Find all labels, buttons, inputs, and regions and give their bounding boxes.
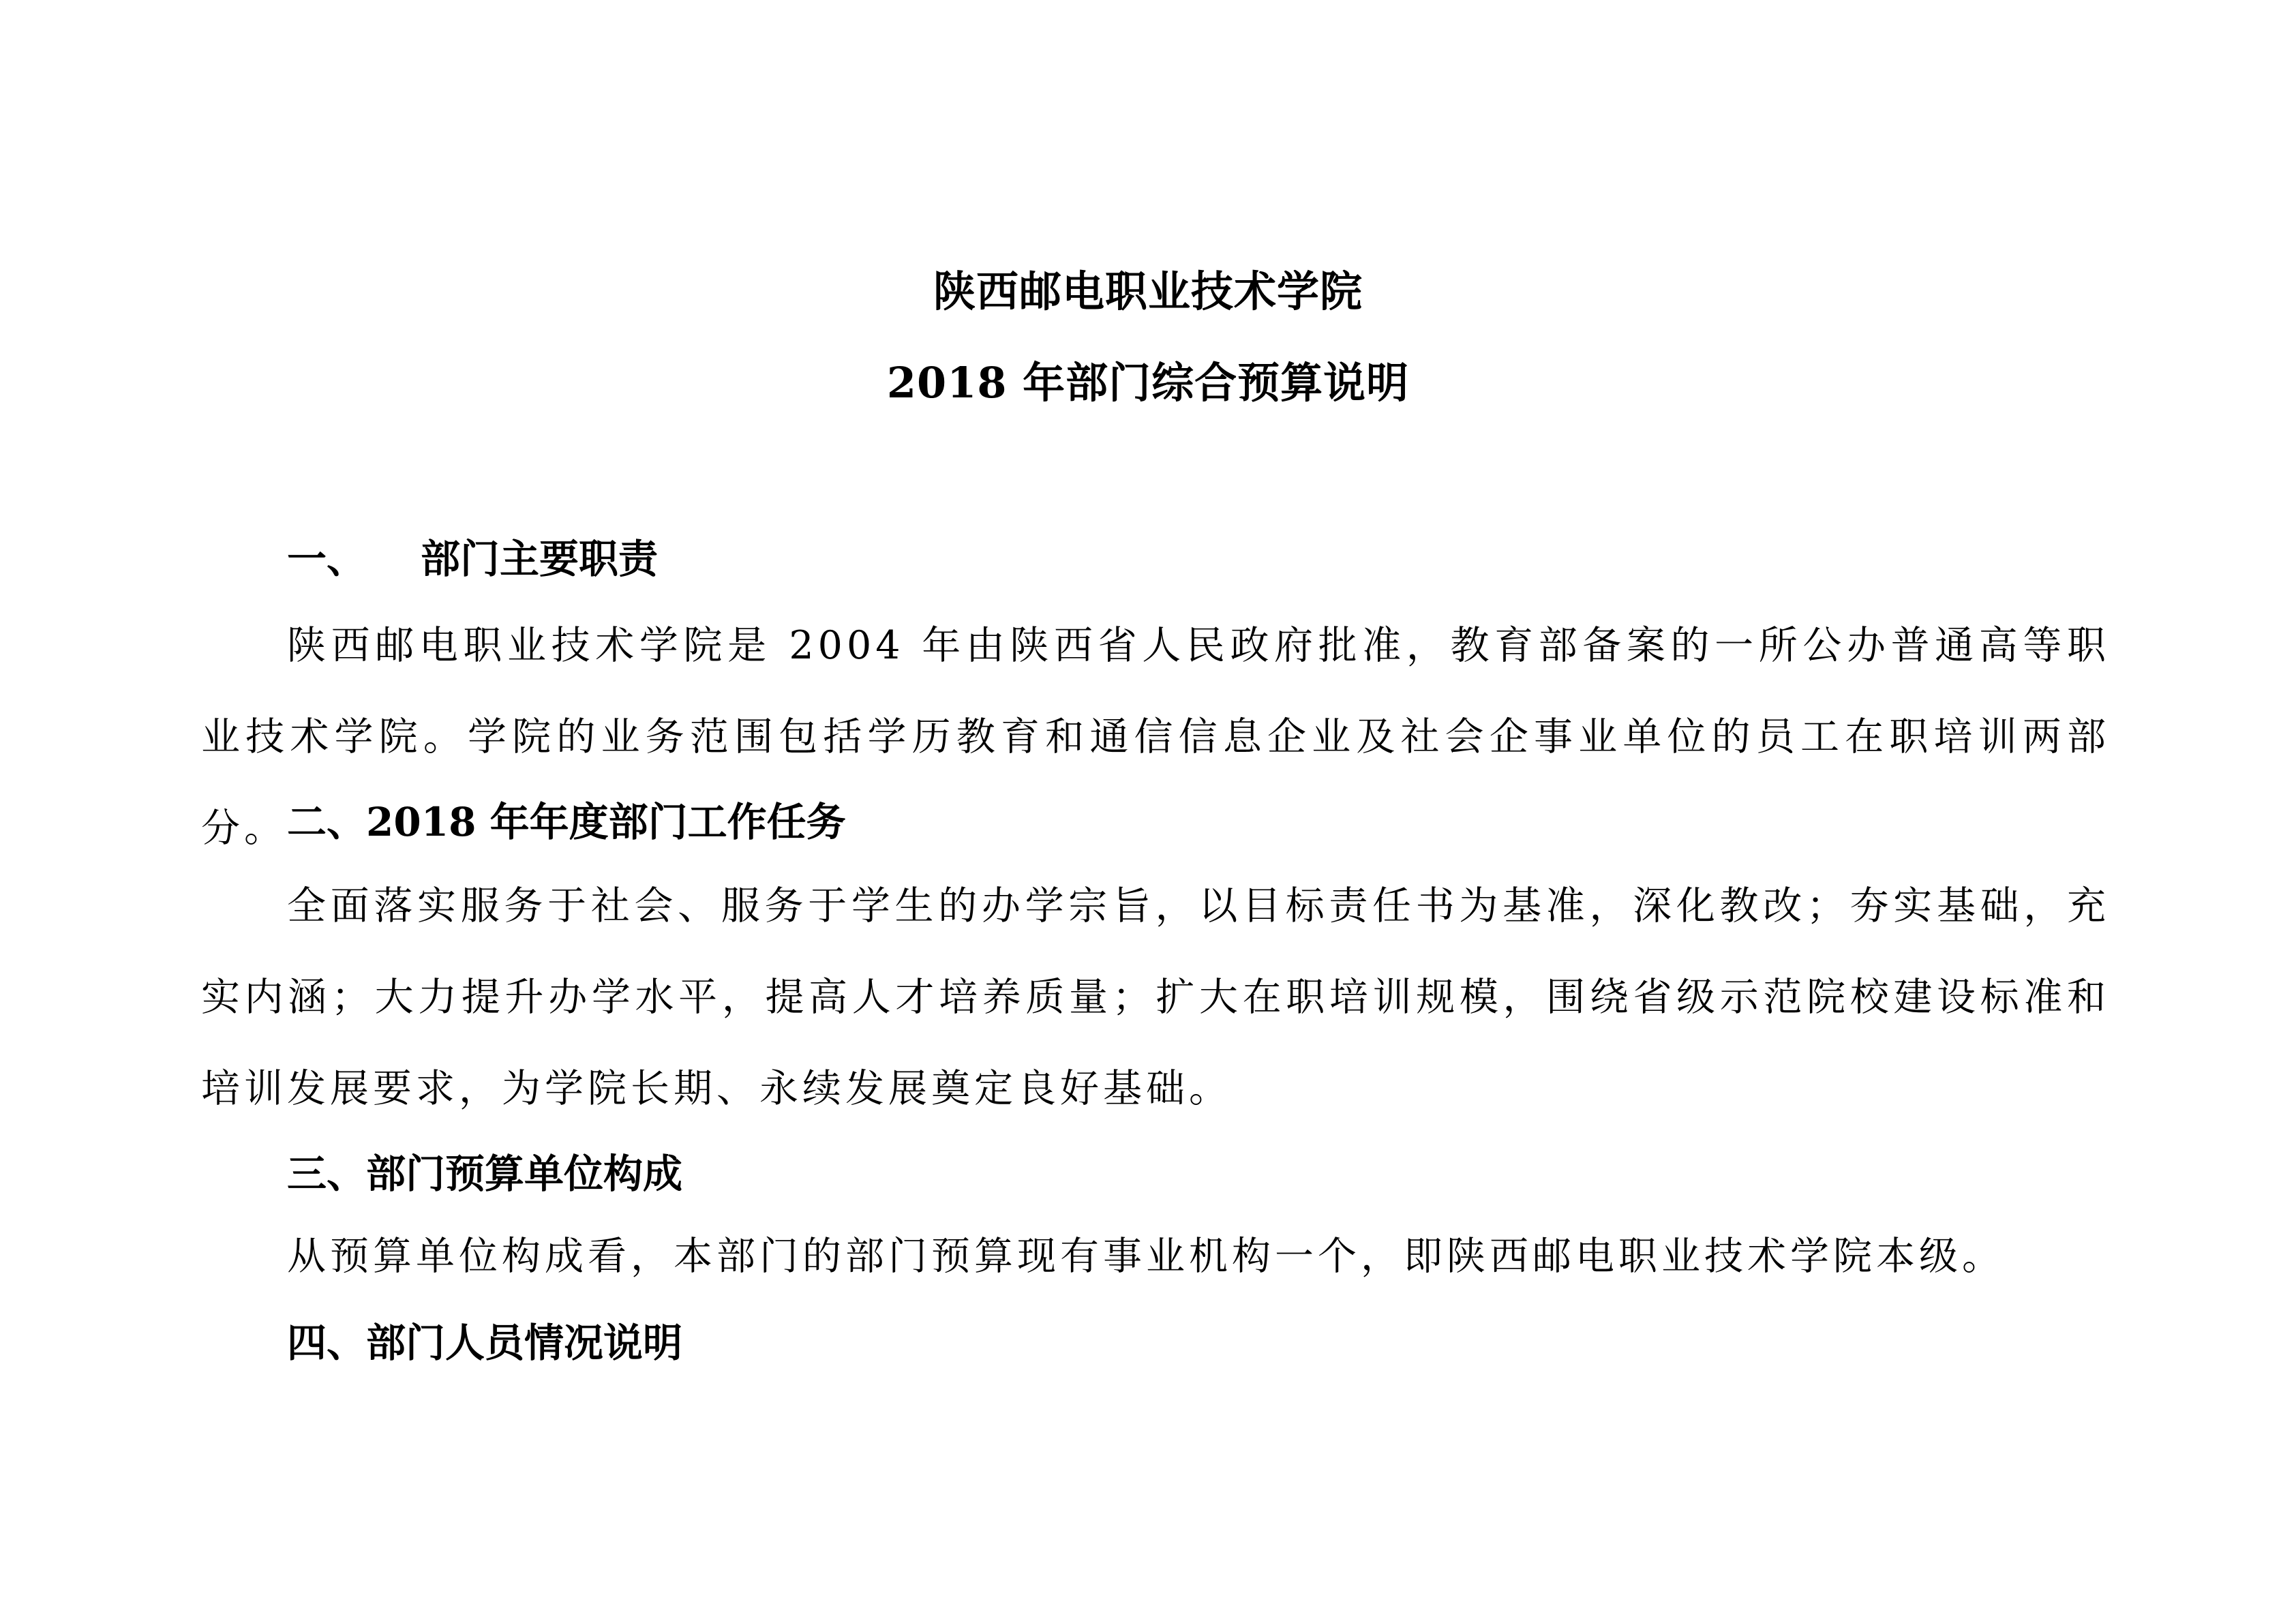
section-title: 2018 年年度部门工作任务 xyxy=(366,799,846,845)
section-heading-2 xyxy=(287,796,846,848)
section-heading-1 xyxy=(287,533,658,585)
section-number: 一、 xyxy=(287,536,367,582)
section-heading-4 xyxy=(287,1317,682,1369)
section-title: 部门人员情况说明 xyxy=(366,1320,683,1366)
section-number: 三、 xyxy=(287,1151,367,1197)
document-subtitle: 2018 年部门综合预算说明 xyxy=(886,358,1410,408)
section-title: 部门预算单位构成 xyxy=(366,1151,683,1197)
section-title: 部门主要职责 xyxy=(421,536,659,582)
section-paragraph-1: 陕西邮电职业技术学院是 2004 年由陕西省人民政府批准，教育部备案的一所公办普通高等职业技术学院。学院的业务范围包括学历教育和通信信息企业及社会企事业单位的员工在职培训两部分。 xyxy=(201,623,2110,851)
section-number: 二、 xyxy=(287,799,367,845)
section-heading-3 xyxy=(287,1148,682,1200)
section-paragraph-3: 从预算单位构成看，本部门的部门预算现有事业机构一个，即陕西邮电职业技术学院本级。 xyxy=(287,1234,2005,1279)
document-title: 陕西邮电职业技术学院 xyxy=(933,267,1363,316)
section-number: 四、 xyxy=(287,1320,367,1366)
section-paragraph-2: 全面落实服务于社会、服务于学生的办学宗旨，以目标责任书为基准，深化教改；夯实基础，充实内涵；大力提升办学水平，提高人才培养质量；扩大在职培训规模，围绕省级示范院校建设标准和培训发展要求，为学院长期、永续发展奠定良好基础。 xyxy=(201,883,2110,1111)
